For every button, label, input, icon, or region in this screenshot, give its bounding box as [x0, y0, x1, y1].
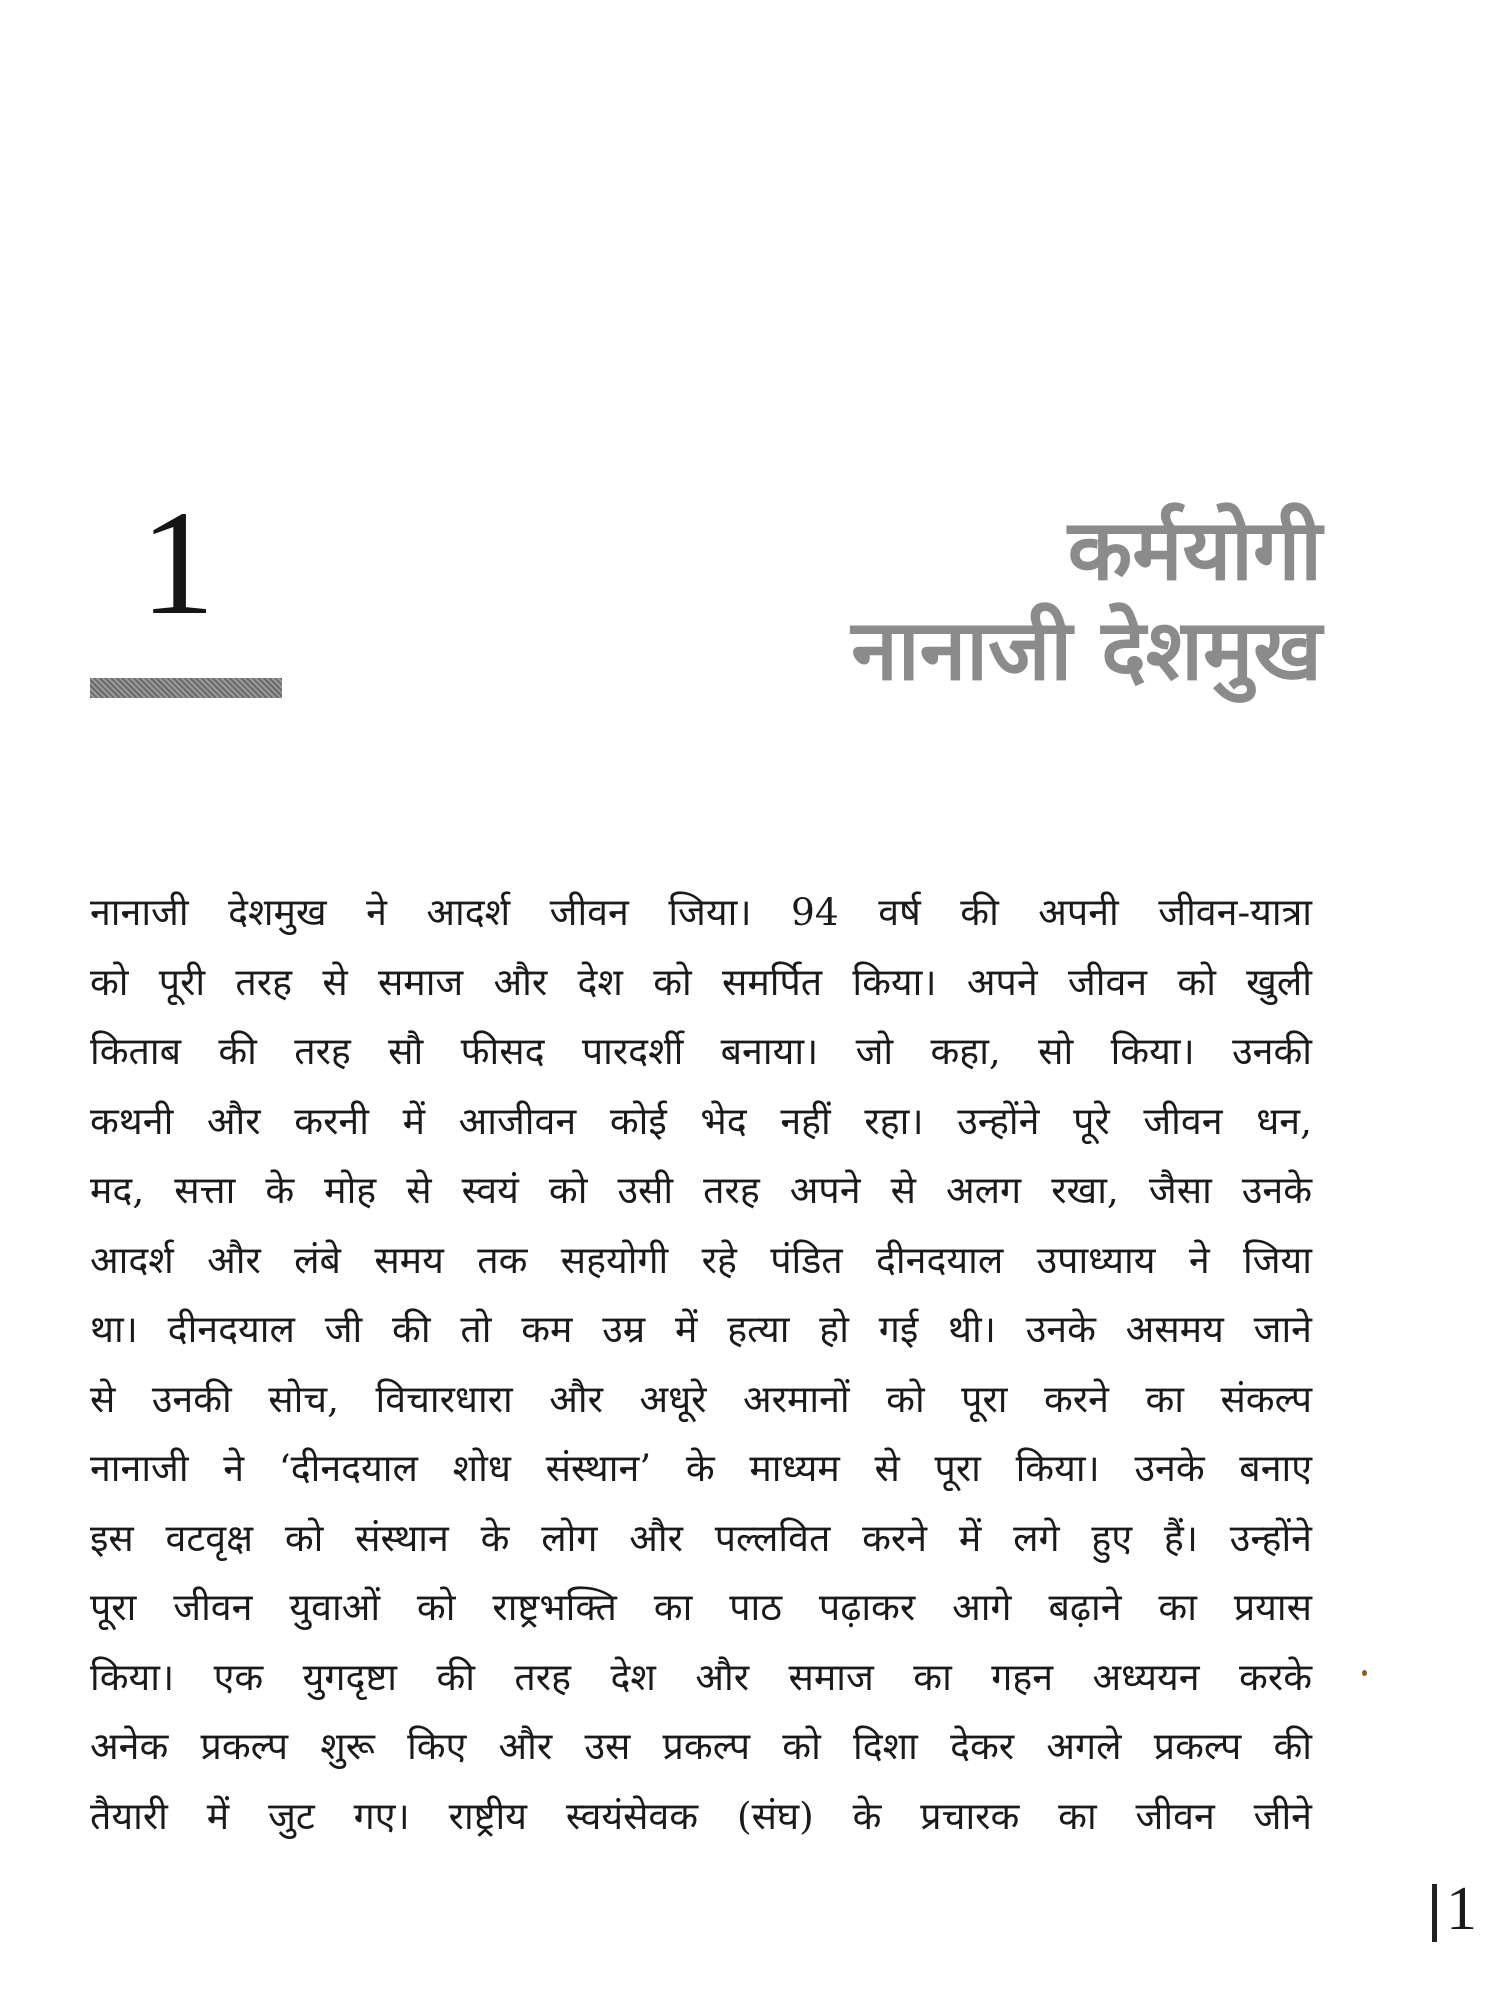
text-line: से उनकी सोच, विचारधारा और अधूरे अरमानों को पूरा करने का संकल्प: [90, 1376, 1312, 1421]
text-line: किताब की तरह सौ फीसद पारदर्शी बनाया। जो कहा, सो किया। उनकी: [90, 1029, 1312, 1073]
text-line: नानाजी ने ‘दीनदयाल शोध संस्थान’ के माध्यम से पूरा किया। उनके बनाए: [90, 1446, 1312, 1490]
text-line: अनेक प्रकल्प शुरू किए और उस प्रकल्प को दिशा देकर अगले प्रकल्प की: [90, 1724, 1312, 1768]
text-line: आदर्श और लंबे समय तक सहयोगी रहे पंडित दीनदयाल उपाध्याय ने जिया: [90, 1237, 1312, 1282]
text-line: को पूरी तरह से समाज और देश को समर्पित किया। अपने जीवन को खुली: [90, 959, 1312, 1004]
page-number: 1: [1446, 1875, 1477, 1943]
body-paragraph: [90, 878, 1312, 1851]
chapter-number-underline: [90, 678, 282, 698]
text-line: था। दीनदयाल जी की तो कम उम्र में हत्या हो गई थी। उनके असमय जाने: [90, 1307, 1312, 1351]
chapter-number: 1: [140, 480, 215, 646]
text-line: नानाजी देशमुख ने आदर्श जीवन जिया। 94 वर्ष की अपनी जीवन-यात्रा: [90, 890, 1312, 934]
text-line: इस वटवृक्ष को संस्थान के लोग और पल्लवित करने में लगे हुए हैं। उन्होंने: [90, 1515, 1312, 1560]
chapter-title-line-2: नानाजी देशमुख: [851, 601, 1322, 699]
chapter-title-line-1: कर्मयोगी: [1067, 501, 1322, 599]
page-number-bar: [1432, 1884, 1437, 1942]
text-line: तैयारी में जुट गए। राष्ट्रीय स्वयंसेवक (संघ) के प्रचारक का जीवन जीने: [90, 1793, 1312, 1838]
ink-speck: [1362, 1670, 1367, 1676]
text-line: कथनी और करनी में आजीवन कोई भेद नहीं रहा। उन्होंने पूरे जीवन धन,: [90, 1098, 1312, 1143]
chapter-title: [422, 500, 1322, 700]
text-line: मद, सत्ता के मोह से स्वयं को उसी तरह अपने से अलग रखा, जैसा उनके: [90, 1168, 1312, 1212]
text-line: किया। एक युगदृष्टा की तरह देश और समाज का गहन अध्ययन करके: [90, 1654, 1312, 1699]
text-line: पूरा जीवन युवाओं को राष्ट्रभक्ति का पाठ पढ़ाकर आगे बढ़ाने का प्रयास: [90, 1585, 1312, 1629]
